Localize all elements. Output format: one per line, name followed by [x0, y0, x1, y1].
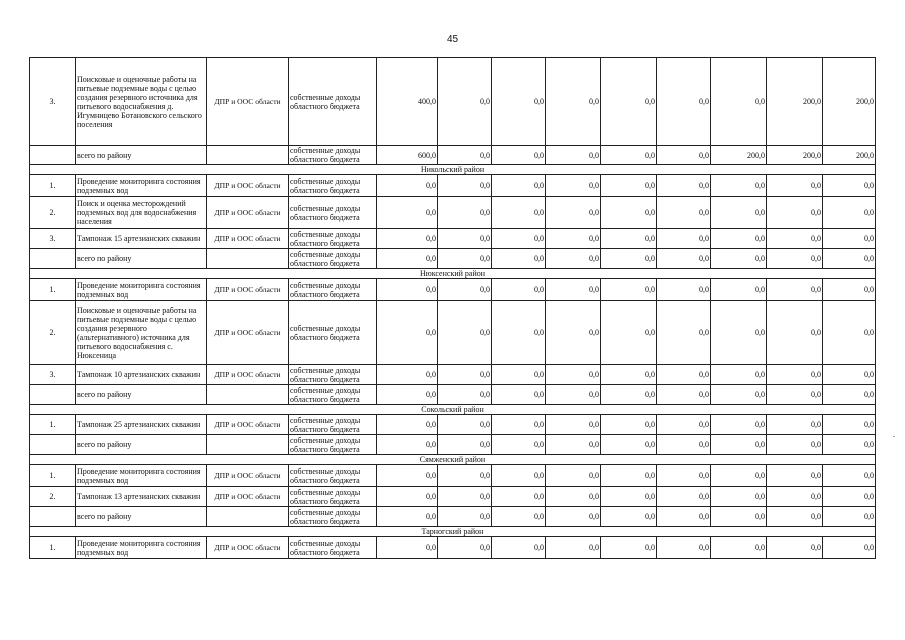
table-row [30, 58, 876, 146]
funding-source: собственные доходы областного бюджета [289, 507, 377, 527]
row-number [30, 435, 76, 455]
amount-cell: 0,0 [823, 385, 876, 405]
amount-cell: 0,0 [823, 415, 876, 435]
amount-cell: 0,0 [657, 249, 711, 269]
district-name: Сокольский район [30, 405, 876, 415]
table-row [30, 301, 876, 365]
amount-cell: 0,0 [823, 465, 876, 487]
row-number: 3. [30, 365, 76, 385]
amount-cell: 0,0 [601, 249, 657, 269]
funding-source: собственные доходы областного бюджета [289, 58, 377, 146]
district-header-row [30, 269, 876, 279]
district-header-row [30, 165, 876, 175]
amount-cell: 0,0 [601, 279, 657, 301]
row-number [30, 385, 76, 405]
district-total-row [30, 249, 876, 269]
amount-cell: 0,0 [377, 365, 438, 385]
amount-cell: 0,0 [377, 487, 438, 507]
district-name: Тарногский район [30, 527, 876, 537]
amount-cell: 0,0 [546, 197, 601, 229]
activity-name: Тампонаж 15 артезианских скважин [76, 229, 207, 249]
amount-cell: 0,0 [438, 249, 492, 269]
budget-table [29, 57, 876, 559]
amount-cell: 0,0 [767, 249, 823, 269]
activity-name: Проведение мониторинга состояния подземных вод [76, 175, 207, 197]
funding-source: собственные доходы областного бюджета [289, 537, 377, 559]
table-row [30, 465, 876, 487]
amount-cell: 0,0 [657, 229, 711, 249]
amount-cell: 0,0 [711, 507, 767, 527]
amount-cell: 0,0 [492, 385, 546, 405]
amount-cell: 0,0 [438, 279, 492, 301]
amount-cell: 0,0 [492, 487, 546, 507]
amount-cell: 0,0 [711, 465, 767, 487]
row-number [30, 249, 76, 269]
amount-cell: 0,0 [492, 301, 546, 365]
table-row [30, 175, 876, 197]
funding-source: собственные доходы областного бюджета [289, 365, 377, 385]
amount-cell: 0,0 [711, 197, 767, 229]
district-header-row [30, 455, 876, 465]
executor: ДПР и ООС области [207, 415, 289, 435]
activity-name: Проведение мониторинга состояния подземных вод [76, 279, 207, 301]
amount-cell: 0,0 [767, 279, 823, 301]
amount-cell: 0,0 [438, 415, 492, 435]
amount-cell: 0,0 [546, 435, 601, 455]
amount-cell: 0,0 [767, 197, 823, 229]
amount-cell: 0,0 [438, 301, 492, 365]
amount-cell: 0,0 [601, 197, 657, 229]
amount-cell: 0,0 [601, 229, 657, 249]
amount-cell: 600,0 [377, 146, 438, 165]
amount-cell: 0,0 [823, 279, 876, 301]
activity-name: всего по району [76, 249, 207, 269]
amount-cell: 0,0 [601, 146, 657, 165]
amount-cell: 0,0 [711, 537, 767, 559]
amount-cell: 0,0 [546, 229, 601, 249]
amount-cell: 0,0 [377, 197, 438, 229]
amount-cell: 0,0 [492, 537, 546, 559]
amount-cell: 0,0 [711, 435, 767, 455]
executor: ДПР и ООС области [207, 197, 289, 229]
executor: ДПР и ООС области [207, 465, 289, 487]
funding-source: собственные доходы областного бюджета [289, 229, 377, 249]
row-number: 1. [30, 415, 76, 435]
amount-cell: 0,0 [823, 507, 876, 527]
amount-cell: 0,0 [492, 146, 546, 165]
amount-cell: 0,0 [546, 146, 601, 165]
row-number: 1. [30, 465, 76, 487]
amount-cell: 200,0 [711, 146, 767, 165]
amount-cell: 0,0 [546, 415, 601, 435]
table-row [30, 537, 876, 559]
amount-cell: 0,0 [377, 435, 438, 455]
amount-cell: 0,0 [823, 197, 876, 229]
amount-cell: 0,0 [377, 415, 438, 435]
amount-cell: 0,0 [767, 365, 823, 385]
amount-cell: 0,0 [377, 279, 438, 301]
amount-cell: 0,0 [767, 229, 823, 249]
executor: ДПР и ООС области [207, 301, 289, 365]
amount-cell: 0,0 [601, 58, 657, 146]
amount-cell: 200,0 [767, 146, 823, 165]
table-row [30, 487, 876, 507]
district-header-row [30, 405, 876, 415]
amount-cell: 0,0 [767, 385, 823, 405]
amount-cell: 0,0 [546, 249, 601, 269]
activity-name: Поисковые и оценочные работы на питьевые подземные воды с целью создания резервного источника для питьевого водоснабжения д. Игумницево Ботановского сельского поселения [76, 58, 207, 146]
activity-name: Поиск и оценка месторождений подземных вод для водоснабжения населения [76, 197, 207, 229]
executor: ДПР и ООС области [207, 279, 289, 301]
activity-name: всего по району [76, 507, 207, 527]
executor [207, 146, 289, 165]
table-row [30, 415, 876, 435]
amount-cell: 0,0 [601, 435, 657, 455]
amount-cell: 0,0 [438, 507, 492, 527]
amount-cell: 0,0 [438, 229, 492, 249]
amount-cell: 0,0 [767, 415, 823, 435]
amount-cell: 0,0 [823, 365, 876, 385]
amount-cell: 0,0 [377, 385, 438, 405]
amount-cell: 0,0 [438, 385, 492, 405]
executor: ДПР и ООС области [207, 58, 289, 146]
amount-cell: 0,0 [492, 175, 546, 197]
amount-cell: 0,0 [657, 487, 711, 507]
amount-cell: 0,0 [601, 175, 657, 197]
district-total-row [30, 385, 876, 405]
amount-cell: 0,0 [546, 465, 601, 487]
activity-name: всего по району [76, 385, 207, 405]
amount-cell: 0,0 [767, 301, 823, 365]
amount-cell: 0,0 [601, 507, 657, 527]
funding-source: собственные доходы областного бюджета [289, 197, 377, 229]
amount-cell: 200,0 [823, 58, 876, 146]
funding-source: собственные доходы областного бюджета [289, 301, 377, 365]
amount-cell: 0,0 [657, 58, 711, 146]
amount-cell: 0,0 [492, 465, 546, 487]
row-number: 1. [30, 175, 76, 197]
activity-name: всего по району [76, 435, 207, 455]
amount-cell: 0,0 [601, 385, 657, 405]
amount-cell: 0,0 [823, 435, 876, 455]
amount-cell: 0,0 [438, 487, 492, 507]
amount-cell: 0,0 [601, 465, 657, 487]
amount-cell: 0,0 [823, 175, 876, 197]
page-number: 45 [446, 34, 459, 45]
amount-cell: 0,0 [377, 465, 438, 487]
amount-cell: 0,0 [767, 435, 823, 455]
amount-cell: 0,0 [823, 229, 876, 249]
amount-cell: 0,0 [438, 435, 492, 455]
row-number: 2. [30, 487, 76, 507]
amount-cell: 0,0 [492, 279, 546, 301]
district-header-row [30, 527, 876, 537]
amount-cell: 0,0 [657, 175, 711, 197]
row-number: 3. [30, 229, 76, 249]
activity-name: Проведение мониторинга состояния подземных вод [76, 537, 207, 559]
row-number: 1. [30, 279, 76, 301]
amount-cell: 0,0 [657, 507, 711, 527]
amount-cell: 0,0 [546, 365, 601, 385]
amount-cell: 0,0 [711, 229, 767, 249]
row-number: 1. [30, 537, 76, 559]
amount-cell: 0,0 [438, 175, 492, 197]
amount-cell: 0,0 [438, 465, 492, 487]
amount-cell: 0,0 [601, 537, 657, 559]
table-row [30, 229, 876, 249]
amount-cell: 0,0 [438, 537, 492, 559]
amount-cell: 0,0 [823, 301, 876, 365]
funding-source: собственные доходы областного бюджета [289, 146, 377, 165]
table-row [30, 197, 876, 229]
amount-cell: 0,0 [711, 249, 767, 269]
row-number: 2. [30, 301, 76, 365]
amount-cell: 0,0 [377, 249, 438, 269]
amount-cell: 0,0 [657, 465, 711, 487]
amount-cell: 0,0 [711, 415, 767, 435]
activity-name: Тампонаж 25 артезианских скважин [76, 415, 207, 435]
executor: ДПР и ООС области [207, 537, 289, 559]
amount-cell: 0,0 [546, 385, 601, 405]
amount-cell: 0,0 [546, 537, 601, 559]
amount-cell: 0,0 [657, 365, 711, 385]
amount-cell: 0,0 [601, 415, 657, 435]
amount-cell: 0,0 [711, 365, 767, 385]
funding-source: собственные доходы областного бюджета [289, 279, 377, 301]
activity-name: Поисковые и оценочные работы на питьевые подземные воды с целью создания резервного (альтернативного) источника для питьевого водоснабжения с. Нюксеница [76, 301, 207, 365]
executor [207, 435, 289, 455]
amount-cell: 0,0 [438, 58, 492, 146]
amount-cell: 0,0 [492, 58, 546, 146]
table-row [30, 365, 876, 385]
amount-cell: 200,0 [767, 58, 823, 146]
amount-cell: 0,0 [657, 385, 711, 405]
amount-cell: 0,0 [492, 435, 546, 455]
amount-cell: 0,0 [657, 301, 711, 365]
amount-cell: 0,0 [823, 537, 876, 559]
amount-cell: 0,0 [711, 487, 767, 507]
executor [207, 507, 289, 527]
activity-name: Проведение мониторинга состояния подземных вод [76, 465, 207, 487]
row-number [30, 146, 76, 165]
row-number: 2. [30, 197, 76, 229]
row-number: 3. [30, 58, 76, 146]
row-number [30, 507, 76, 527]
amount-cell: 0,0 [377, 507, 438, 527]
amount-cell: 0,0 [377, 229, 438, 249]
executor [207, 249, 289, 269]
amount-cell: 0,0 [492, 365, 546, 385]
amount-cell: 400,0 [377, 58, 438, 146]
amount-cell: 0,0 [546, 507, 601, 527]
amount-cell: 0,0 [767, 537, 823, 559]
stray-mark: . [893, 430, 895, 439]
funding-source: собственные доходы областного бюджета [289, 175, 377, 197]
amount-cell: 0,0 [767, 507, 823, 527]
amount-cell: 0,0 [711, 301, 767, 365]
amount-cell: 200,0 [823, 146, 876, 165]
amount-cell: 0,0 [823, 249, 876, 269]
amount-cell: 0,0 [657, 537, 711, 559]
amount-cell: 0,0 [767, 465, 823, 487]
amount-cell: 0,0 [711, 279, 767, 301]
amount-cell: 0,0 [657, 146, 711, 165]
amount-cell: 0,0 [711, 58, 767, 146]
amount-cell: 0,0 [601, 487, 657, 507]
amount-cell: 0,0 [657, 197, 711, 229]
amount-cell: 0,0 [823, 487, 876, 507]
activity-name: Тампонаж 10 артезианских скважин [76, 365, 207, 385]
district-total-row [30, 435, 876, 455]
executor [207, 385, 289, 405]
amount-cell: 0,0 [601, 301, 657, 365]
amount-cell: 0,0 [438, 197, 492, 229]
amount-cell: 0,0 [492, 197, 546, 229]
funding-source: собственные доходы областного бюджета [289, 435, 377, 455]
district-name: Нюксенский район [30, 269, 876, 279]
amount-cell: 0,0 [711, 385, 767, 405]
amount-cell: 0,0 [546, 301, 601, 365]
funding-source: собственные доходы областного бюджета [289, 487, 377, 507]
amount-cell: 0,0 [711, 175, 767, 197]
amount-cell: 0,0 [492, 249, 546, 269]
amount-cell: 0,0 [657, 415, 711, 435]
executor: ДПР и ООС области [207, 487, 289, 507]
amount-cell: 0,0 [767, 175, 823, 197]
executor: ДПР и ООС области [207, 365, 289, 385]
amount-cell: 0,0 [492, 415, 546, 435]
executor: ДПР и ООС области [207, 175, 289, 197]
amount-cell: 0,0 [546, 175, 601, 197]
amount-cell: 0,0 [657, 279, 711, 301]
amount-cell: 0,0 [657, 435, 711, 455]
funding-source: собственные доходы областного бюджета [289, 465, 377, 487]
funding-source: собственные доходы областного бюджета [289, 415, 377, 435]
amount-cell: 0,0 [546, 487, 601, 507]
funding-source: собственные доходы областного бюджета [289, 249, 377, 269]
funding-source: собственные доходы областного бюджета [289, 385, 377, 405]
amount-cell: 0,0 [377, 301, 438, 365]
amount-cell: 0,0 [767, 487, 823, 507]
amount-cell: 0,0 [601, 365, 657, 385]
executor: ДПР и ООС области [207, 229, 289, 249]
amount-cell: 0,0 [377, 537, 438, 559]
amount-cell: 0,0 [492, 507, 546, 527]
amount-cell: 0,0 [438, 146, 492, 165]
district-total-row [30, 507, 876, 527]
amount-cell: 0,0 [546, 58, 601, 146]
table-row [30, 279, 876, 301]
district-name: Сямженский район [30, 455, 876, 465]
district-total-row [30, 146, 876, 165]
amount-cell: 0,0 [438, 365, 492, 385]
amount-cell: 0,0 [492, 229, 546, 249]
activity-name: всего по району [76, 146, 207, 165]
amount-cell: 0,0 [546, 279, 601, 301]
amount-cell: 0,0 [377, 175, 438, 197]
activity-name: Тампонаж 13 артезианских скважин [76, 487, 207, 507]
district-name: Никольский район [30, 165, 876, 175]
